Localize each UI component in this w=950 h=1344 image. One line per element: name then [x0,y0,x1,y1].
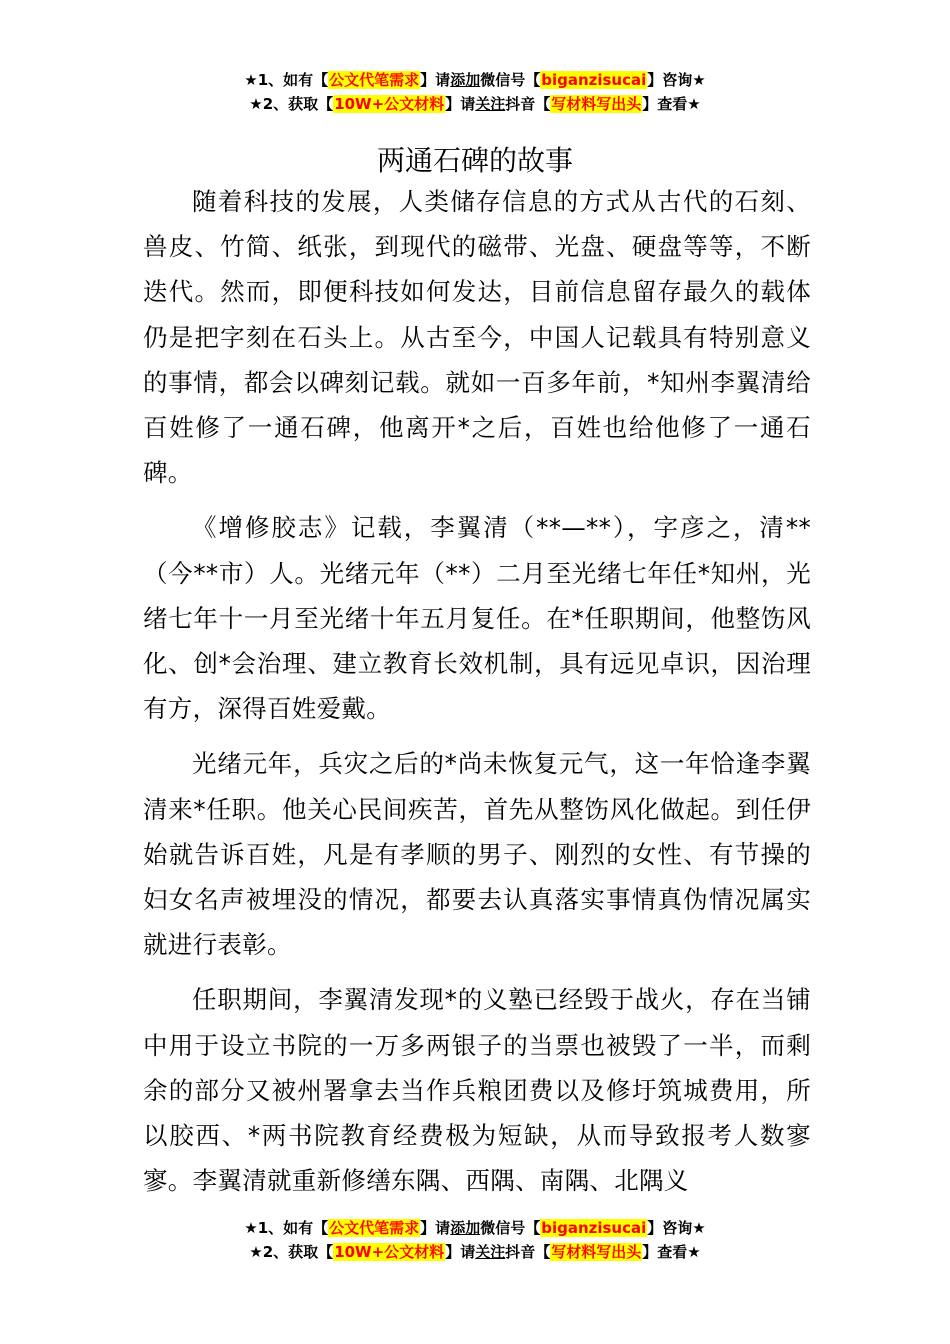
banner-text: 】查看★ [642,95,701,113]
document-body [143,179,811,1203]
paragraph: 光绪元年，兵灾之后的*尚未恢复元气，这一年恰逢李翼清来*任职。他关心民间疾苦，首先从整饬风化做起。到任伊始就告诉百姓，凡是有孝顺的男子、刚烈的女性、有节操的妇女名声被埋没的情况，都要去认真落实事情真伪情况属实就进行表彰。 [143,749,811,960]
banner-text: 微信号【 [480,71,541,89]
document-title: 两通石碑的故事 [376,143,573,177]
banner-text: ★1、如有【 [244,71,329,89]
banner-line-2 [0,1240,950,1264]
highlight-materials: 10W+公文材料 [334,95,445,113]
highlight-douyin-account: 写材料写出头 [551,1243,642,1261]
paragraph: 随着科技的发展，人类储存信息的方式从古代的石刻、兽皮、竹简、纸张，到现代的磁带、光盘、硬盘等等，不断迭代。然而，即便科技如何发达，目前信息留存最久的载体仍是把字刻在石头上。从古至今，中国人记载具有特别意义的事情，都会以碑刻记载。就如一百多年前，*知州李翼清给百姓修了一通石碑，他离开*之后，百姓也给他修了一通石碑。 [143,187,811,488]
header-ad-banner [0,68,950,116]
banner-underlined-text: 添加 [450,71,481,89]
banner-text: 抖音【 [505,1243,551,1261]
banner-text: 】请 [420,71,451,89]
banner-text: 抖音【 [505,95,551,113]
banner-text: 】请 [445,1243,476,1261]
banner-underlined-text: 关注 [475,95,506,113]
banner-text: 】查看★ [642,1243,701,1261]
banner-underlined-text: 添加 [450,1219,481,1237]
banner-line-1 [0,1216,950,1240]
highlight-materials: 10W+公文材料 [334,1243,445,1261]
highlight-wechat-id: biganzisucai [541,71,647,89]
banner-text: 】咨询★ [647,71,706,89]
banner-text: ★2、获取【 [249,1243,334,1261]
footer-ad-banner [0,1216,950,1264]
highlight-service: 公文代笔需求 [329,71,420,89]
highlight-service: 公文代笔需求 [329,1219,420,1237]
banner-text: 】咨询★ [647,1219,706,1237]
banner-text: 】请 [420,1219,451,1237]
banner-text: ★1、如有【 [244,1219,329,1237]
highlight-wechat-id: biganzisucai [541,1219,647,1237]
banner-text: 微信号【 [480,1219,541,1237]
banner-line-1 [0,68,950,92]
highlight-douyin-account: 写材料写出头 [551,95,642,113]
banner-line-2 [0,92,950,116]
banner-text: 】请 [445,95,476,113]
paragraph: 任职期间，李翼清发现*的义塾已经毁于战火，存在当铺中用于设立书院的一万多两银子的当票也被毁了一半，而剩余的部分又被州署拿去当作兵粮团费以及修圩筑城费用，所以胶西、*两书院教育经费极为短缺，从而导致报考人数寥寥。李翼清就重新修缮东隅、西隅、南隅、北隅义 [143,985,811,1196]
paragraph: 《增修胶志》记载，李翼清（**—**），字彦之，清**（今**市）人。光绪元年（**）二月至光绪七年任*知州，光绪七年十一月至光绪十年五月复任。在*任职期间，他整饬风化、创*会治理、建立教育长效机制，具有远见卓识，因治理有方，深得百姓爱戴。 [143,513,811,724]
banner-underlined-text: 关注 [475,1243,506,1261]
banner-text: ★2、获取【 [249,95,334,113]
